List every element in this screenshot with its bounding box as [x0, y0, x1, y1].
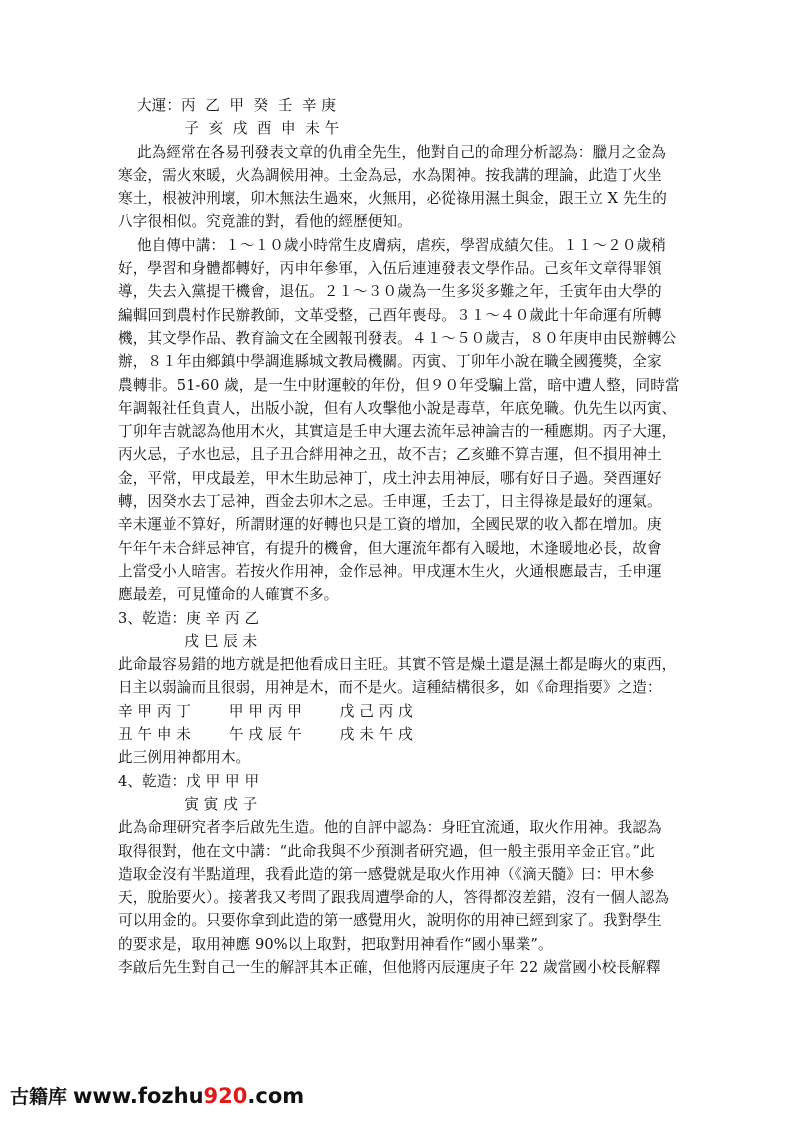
text-line: 年調報社任負責人，出版小說，但有人攻擊他小說是毒草，年底免職。仇先生以丙寅、	[118, 399, 677, 417]
luck-pillars-stems-line: 大運：丙 乙 甲 癸 壬 辛 庚	[118, 97, 337, 114]
watermark-url-suffix: .com	[247, 1084, 305, 1108]
example-charts-branches: 丑 午 申 未 午 戌 辰 午 戌 未 午 戌	[118, 726, 413, 744]
text-line: 此為經常在各易刊發表文章的仇甫全先生，他對自己的命理分析認為：臘月之金為	[118, 143, 666, 161]
text-line: 八字很相似。究竟誰的對，看他的經歷便知。	[118, 213, 412, 231]
case-4-branches: 寅 寅 戌 子	[118, 795, 258, 813]
text-line: 寒金，需火來暖，火為調候用神。土金為忌，水為閑神。按我講的理論，此造丁火坐	[118, 166, 662, 184]
text-line: 轉，因癸水去丁忌神，酉金去卯木之忌。壬申運，壬去丁，日主得祿是最好的運氣。	[118, 493, 662, 511]
watermark-url-number: 920	[203, 1084, 248, 1108]
text-line: 上當受小人暗害。若按火作用神，金作忌神。甲戌運木生火，火通根應最吉，壬申運	[118, 562, 662, 580]
text-line: 造取金沒有半點道理，我看此造的第一感覺就是取火作用神（《滴天髓》曰：甲木參	[118, 865, 655, 883]
watermark-brand: 古籍库	[10, 1086, 68, 1108]
text-line: 丙火忌，子水也忌，且子丑合絆用神之丑，故不吉；乙亥雖不算吉運，但不損用神土	[118, 446, 662, 464]
text-line: 好，學習和身體都轉好，丙申年參軍，入伍后連連發表文學作品。己亥年文章得罪領	[118, 260, 662, 278]
case-3-branches: 戌 巳 辰 未	[118, 632, 258, 650]
text-line: 辛未運並不算好，所謂財運的好轉也只是工資的增加，全國民眾的收入都在增加。庚	[118, 516, 662, 534]
document-body	[118, 94, 678, 979]
case-3-heading: 3、乾造：庚 辛 丙 乙	[118, 609, 260, 627]
text-line: 寒土，根被沖刑壞，卯木無法生過來，火無用，必從祿用濕土與金，跟王立 X 先生的	[118, 190, 667, 208]
text-line: 日主以弱論而且很弱，用神是木，而不是火。這種結構很多，如《命理指要》之造：	[118, 679, 662, 697]
text-line: 丁卯年吉就認為他用木火，其實這是壬申大運去流年忌神論吉的一種應期。丙子大運，	[118, 423, 677, 441]
text-line: 應最差，可見懂命的人確實不多。	[118, 586, 339, 604]
text-line: 導，失去入黨提干機會，退伍。２１～３０歲為一生多災多難之年，壬寅年由大學的	[118, 283, 662, 301]
text-line: 農轉非。51-60 歲，是一生中財運較的年份，但９０年受騙上當，暗中遭人整，同時當	[118, 376, 680, 394]
case-4-heading: 4、乾造：戊 甲 甲 甲	[118, 772, 260, 790]
text-line: 李啟后先生對自己一生的解評其本正確，但他將丙辰運庚子年 22 歲當國小校長解釋	[118, 958, 661, 976]
text-line: 可以用金的。只要你拿到此造的第一感覺用火，說明你的用神已經到家了。我對學生	[118, 912, 662, 930]
text-line: 此三例用神都用木。	[118, 749, 251, 767]
example-charts-stems: 辛 甲 丙 丁 甲 甲 丙 甲 戊 己 丙 戊	[118, 702, 413, 720]
text-line: 辦，８１年由鄉鎮中學調進縣城文教局機關。丙寅、丁卯年小說在職全國獲獎，全家	[118, 353, 662, 371]
text-line: 天，脫胎要火）。接著我又考問了跟我周遭學命的人，答得都沒差錯，沒有一個人認為	[118, 889, 670, 907]
text-line: 的要求是，取用神應 90%以上取對，把取對用神看作“國小畢業”。	[118, 935, 553, 953]
text-line: 取得很對，他在文中講：“此命我與不少預測者研究過，但一般主張用辛金正官。”此	[118, 842, 655, 860]
text-line: 編輯回到農村作民辦教師，文革受整，己酉年喪母。３１～４０歲此十年命運有所轉	[118, 306, 662, 324]
text-line: 金，平常，甲戌最差，甲木生助忌神丁，戌土沖去用神辰，哪有好日子過。癸酉運好	[118, 469, 662, 487]
text-line: 機，其文學作品、教育論文在全國報刊發表。４１～５０歲吉，８０年庚申由民辦轉公	[118, 329, 677, 347]
text-line: 此為命理研究者李后啟先生造。他的自評中認為：身旺宜流通，取火作用神。我認為	[118, 819, 662, 837]
watermark-url	[73, 1084, 304, 1108]
text-line: 他自傳中講：１～１０歲小時常生皮膚病，虐疾，學習成績欠佳。１１～２０歲稍	[118, 236, 666, 254]
site-watermark	[10, 1082, 304, 1116]
text-line: 午年午未合絆忌神官，有提升的機會，但大運流年都有入暖地，木逢暖地必長，故會	[118, 539, 662, 557]
watermark-url-prefix: www.fozhu	[73, 1084, 204, 1108]
text-line: 此命最容易錯的地方就是把他看成日主旺。其實不管是燥土還是濕土都是晦火的東西，	[118, 656, 677, 674]
luck-pillars-branches-line: 子 亥 戌 酉 申 未 午	[118, 120, 340, 138]
